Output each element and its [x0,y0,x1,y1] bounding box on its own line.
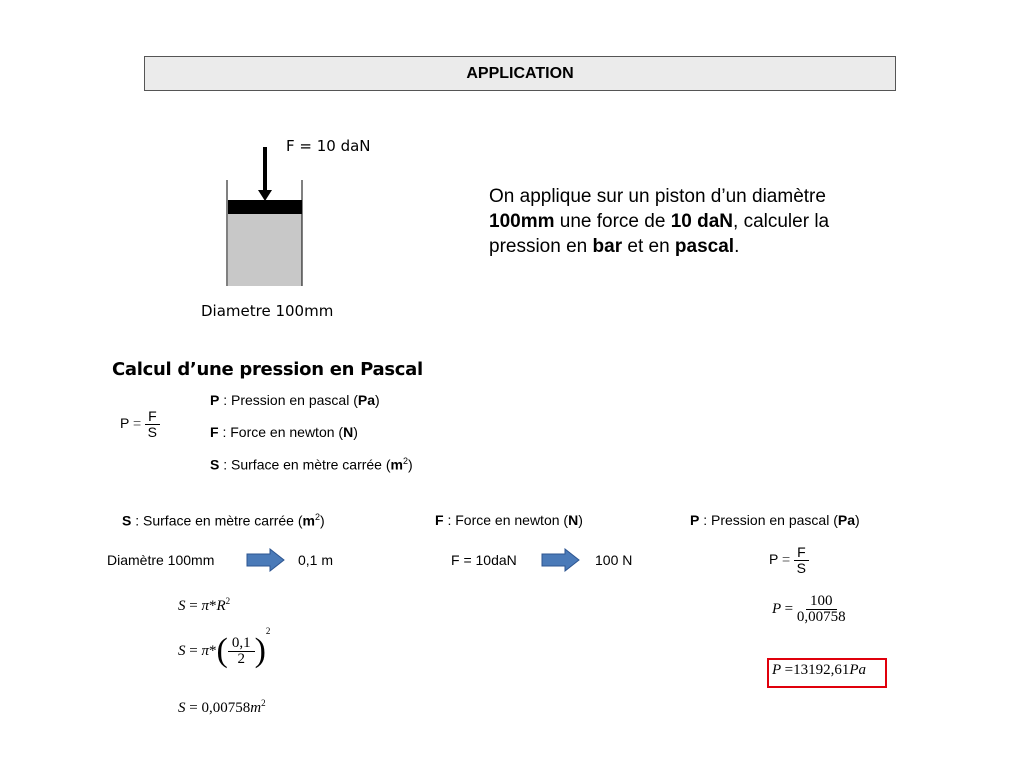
problem-bold-bar: bar [592,236,623,257]
main-formula [120,409,160,440]
col-sym: S [122,512,132,529]
legend-surface [210,456,413,473]
col-close: ) [854,512,860,528]
eq-lhs: S [178,700,186,716]
problem-text-5: . [734,236,740,257]
conversion-arrow-force [541,548,581,572]
col-close: ) [320,512,325,529]
eq-den: 0,00758 [796,609,846,625]
problem-text-1: On applique sur un piston d’un diamètre [489,186,826,207]
eq-unit: m [250,700,262,716]
section-title: Calcul d’une pression en Pascal [112,359,423,380]
legend-sym: S [210,456,220,473]
column-force-header [435,512,583,528]
col-text: : Pression en pascal ( [699,512,838,528]
col-sym: F [435,512,444,528]
eq-unit: Pa [849,662,867,678]
pi-symbol: π [201,642,209,659]
surface-eq-1 [178,596,230,615]
problem-text-4: et en [622,236,675,257]
page-title: APPLICATION [144,56,896,91]
eq-fraction [228,636,255,667]
pi-symbol: π [201,598,209,614]
eq-sign: = [189,642,198,659]
legend-force [210,424,358,440]
eq-lhs: S [178,642,186,659]
eq-r: R [216,598,226,614]
pressure-eq-1 [769,545,809,576]
eq-exp: 2 [265,626,271,636]
problem-statement [489,184,889,259]
legend-close: ) [408,456,413,473]
eq-num: F [794,545,809,561]
legend-sym: P [210,392,220,408]
eq-fraction [797,594,846,625]
col-unit: N [568,512,579,528]
legend-unit: m [390,456,403,473]
diameter-to: 0,1 m [298,552,334,568]
eq-den: S [796,560,807,576]
legend-sym: F [210,424,219,440]
problem-bold-diameter: 100mm [489,211,555,232]
legend-text: : Surface en mètre carrée ( [219,456,391,473]
eq-lhs: S [178,598,186,614]
problem-bold-force: 10 daN [670,211,734,232]
formula-fraction [145,409,160,440]
conversion-arrow-diameter [246,548,286,572]
legend-text: : Pression en pascal ( [219,392,358,408]
col-unit: Pa [837,512,855,528]
formula-eq: = [132,415,142,432]
formula-num: F [145,409,160,425]
eq-sign: = [189,700,198,716]
col-close: ) [578,512,583,528]
column-pressure-header [690,512,860,528]
diameter-from: Diamètre 100mm [107,552,215,568]
legend-sup: 2 [402,456,408,466]
col-sym: P [690,512,700,528]
problem-text-3: , calculer la pression en [489,211,830,257]
piston-diagram [190,128,390,328]
legend-unit: N [343,424,354,440]
eq-star: * [208,642,217,659]
force-arrow-head [258,190,272,201]
pressure-eq-2 [772,594,846,625]
eq-sign: = [784,662,794,678]
pressure-result [772,662,866,679]
col-sup: 2 [314,512,320,522]
eq-sign: = [189,598,198,614]
problem-text-2: une force de [554,211,671,232]
legend-unit: Pa [357,392,375,408]
formula-den: S [147,424,158,440]
eq-exp: 2 [261,698,266,708]
legend-close: ) [353,424,358,440]
eq-sign: = [784,600,794,617]
eq-lhs: P [772,662,781,678]
legend-pressure [210,392,380,408]
force-from: F = 10daN [451,552,517,568]
eq-fraction [794,545,809,576]
col-text: : Force en newton ( [443,512,569,528]
force-label: F = 10 daN [286,137,371,155]
eq-sign: = [781,551,791,568]
eq-num: 100 [806,594,837,610]
piston-head [228,200,302,214]
eq-den: 2 [237,650,245,667]
eq-num: 0,1 [228,636,255,652]
column-surface-header [122,512,325,529]
surface-eq-2 [178,626,270,676]
eq-lhs: P [769,551,779,568]
formula-lhs: P [120,415,130,432]
eq-star: * [208,598,217,614]
col-unit: m [302,512,315,529]
col-text: : Surface en mètre carrée ( [131,512,303,529]
problem-bold-pascal: pascal [674,236,735,257]
left-paren: ( [216,632,228,669]
eq-value: 13192,61 [793,662,850,678]
eq-exp: 2 [225,596,231,606]
cylinder-fluid [228,214,302,286]
legend-text: : Force en newton ( [218,424,344,440]
right-paren: ) [254,632,266,669]
surface-eq-3 [178,698,266,717]
eq-value: 0,00758 [201,700,251,716]
diameter-label: Diametre 100mm [201,302,334,320]
eq-lhs: P [772,600,781,617]
force-to: 100 N [595,552,633,568]
legend-close: ) [374,392,380,408]
